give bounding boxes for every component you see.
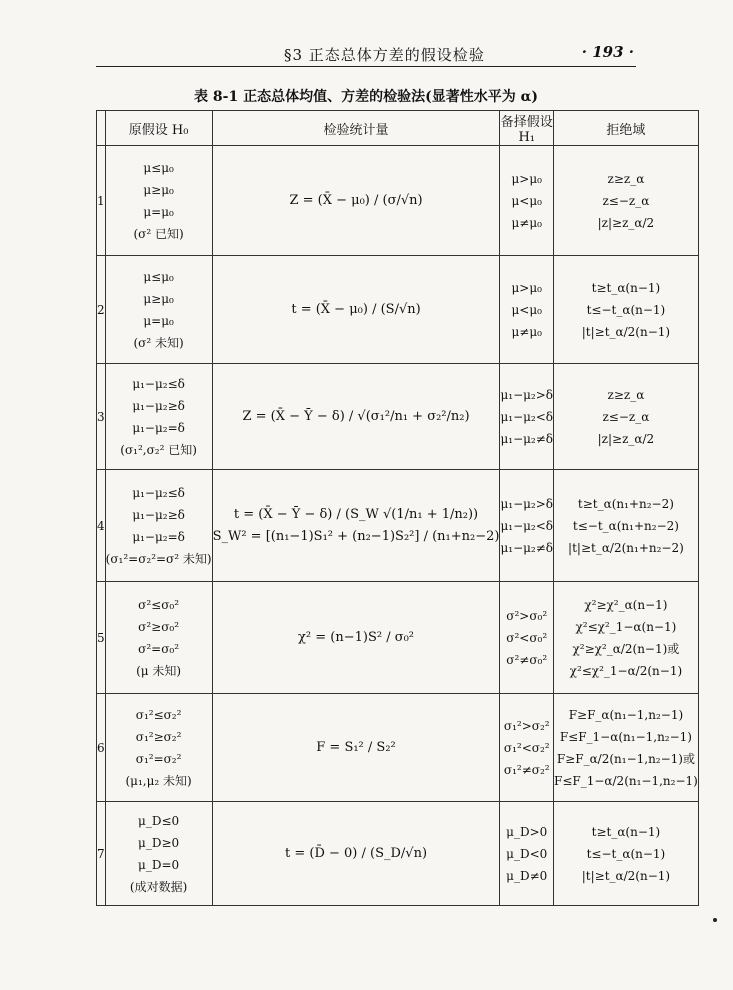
alternative-hypothesis-cell	[500, 694, 554, 802]
table-row	[97, 364, 699, 470]
column-header-null-hypothesis: 原假设 H₀	[105, 111, 212, 146]
test-statistic-cell-line: S_W² = [(n₁−1)S₁² + (n₂−1)S₂²] / (n₁+n₂−2)	[212, 528, 500, 544]
null-hypothesis-cell-line: (σ₁²=σ₂²=σ² 未知)	[105, 551, 212, 566]
table-header-row	[97, 111, 699, 146]
column-header-test-statistic: 检验统计量	[212, 111, 500, 146]
page-header	[96, 40, 636, 67]
rejection-region-cell-line: χ²≤χ²_1−α/2(n−1)	[569, 663, 683, 678]
null-hypothesis-cell-line: (σ² 已知)	[133, 226, 184, 241]
rejection-region-cell-line: χ²≥χ²_α/2(n−1)或	[572, 641, 680, 656]
table-row	[97, 582, 699, 694]
rejection-region-cell	[554, 256, 699, 364]
table-row	[97, 256, 699, 364]
rejection-region-cell-line: F≤F_1−α/2(n₁−1,n₂−1)	[554, 773, 698, 788]
alternative-hypothesis-cell-line: μ_D>0	[506, 824, 548, 839]
null-hypothesis-cell	[105, 146, 212, 256]
null-hypothesis-cell-line: (成对数据)	[129, 879, 188, 894]
test-statistic-cell	[212, 364, 500, 470]
null-hypothesis-cell-line: (μ₁,μ₂ 未知)	[125, 773, 192, 788]
null-hypothesis-cell-line: μ≥μ₀	[143, 182, 174, 197]
row-index: 1	[97, 146, 106, 256]
test-statistic-cell	[212, 694, 500, 802]
test-statistic-cell-line: t = (D̄ − 0) / (S_D/√n)	[284, 845, 428, 861]
alternative-hypothesis-cell-line: μ₁−μ₂<δ	[500, 409, 554, 424]
test-statistic-cell-line: Z = (X̄ − Ȳ − δ) / √(σ₁²/n₁ + σ₂²/n₂)	[242, 408, 470, 424]
null-hypothesis-cell-line: μ₁−μ₂=δ	[132, 529, 185, 544]
rejection-region-cell-line: |z|≥z_α/2	[597, 215, 655, 230]
table-row	[97, 694, 699, 802]
table-caption: 表 8-1 正态总体均值、方差的检验法(显著性水平为 α)	[194, 89, 538, 105]
alternative-hypothesis-cell-line: μ_D<0	[506, 846, 548, 861]
null-hypothesis-cell	[105, 364, 212, 470]
rejection-region-cell-line: F≥F_α(n₁−1,n₂−1)	[568, 707, 684, 722]
rejection-region-cell-line: F≤F_1−α(n₁−1,n₂−1)	[559, 729, 692, 744]
null-hypothesis-cell-line: σ₁²≥σ₂²	[135, 729, 182, 744]
rejection-region-cell	[554, 802, 699, 906]
rejection-region-cell-line: t≥t_α(n−1)	[591, 280, 661, 295]
table-row	[97, 146, 699, 256]
alternative-hypothesis-cell-line: μ₁−μ₂>δ	[500, 387, 554, 402]
rejection-region-cell-line: t≤−t_α(n₁+n₂−2)	[572, 518, 679, 533]
null-hypothesis-cell-line: μ₁−μ₂≥δ	[132, 398, 185, 413]
section-title: §3 正态总体方差的假设检验	[284, 46, 485, 64]
alternative-hypothesis-cell-line: σ²≠σ₀²	[506, 652, 548, 667]
rejection-region-cell-line: χ²≤χ²_1−α(n−1)	[575, 619, 677, 634]
null-hypothesis-cell-line: μ₁−μ₂=δ	[132, 420, 185, 435]
null-hypothesis-cell	[105, 802, 212, 906]
null-hypothesis-cell-line: μ=μ₀	[143, 204, 174, 219]
alternative-hypothesis-cell-line: μ>μ₀	[511, 171, 542, 186]
alternative-hypothesis-cell-line: μ<μ₀	[511, 302, 542, 317]
row-index: 7	[97, 802, 106, 906]
column-header-rejection-region: 拒绝域	[554, 111, 699, 146]
row-index: 6	[97, 694, 106, 802]
null-hypothesis-cell-line: (μ 未知)	[136, 663, 182, 678]
test-statistic-cell-line: t = (X̄ − μ₀) / (S/√n)	[291, 301, 421, 317]
alternative-hypothesis-cell	[500, 470, 554, 582]
rejection-region-cell-line: t≤−t_α(n−1)	[586, 846, 666, 861]
alternative-hypothesis-cell	[500, 582, 554, 694]
null-hypothesis-cell-line: μ_D≥0	[138, 835, 180, 850]
alternative-hypothesis-cell-line: μ≠μ₀	[511, 324, 542, 339]
rejection-region-cell-line: t≥t_α(n₁+n₂−2)	[577, 496, 674, 511]
rejection-region-cell-line: |t|≥t_α/2(n₁+n₂−2)	[568, 540, 684, 555]
rejection-region-cell-line: |t|≥t_α/2(n−1)	[581, 324, 671, 339]
table-row	[97, 470, 699, 582]
rejection-region-cell	[554, 694, 699, 802]
test-statistic-cell	[212, 802, 500, 906]
test-statistic-cell-line: χ² = (n−1)S² / σ₀²	[298, 629, 414, 645]
row-index: 4	[97, 470, 106, 582]
alternative-hypothesis-cell	[500, 364, 554, 470]
null-hypothesis-cell-line: μ≥μ₀	[143, 291, 174, 306]
alternative-hypothesis-cell	[500, 146, 554, 256]
rejection-region-cell-line: z≤−z_α	[602, 409, 650, 424]
test-statistic-cell-line: t = (X̄ − Ȳ − δ) / (S_W √(1/n₁ + 1/n₂))	[233, 506, 479, 522]
alternative-hypothesis-cell-line: σ₁²>σ₂²	[503, 718, 550, 733]
row-index: 2	[97, 256, 106, 364]
alternative-hypothesis-cell-line: σ²>σ₀²	[506, 608, 548, 623]
test-statistic-cell-line: F = S₁² / S₂²	[316, 739, 396, 755]
alternative-hypothesis-cell-line: μ_D≠0	[506, 868, 548, 883]
test-statistic-cell	[212, 146, 500, 256]
row-index: 5	[97, 582, 106, 694]
alternative-hypothesis-cell-line: μ>μ₀	[511, 280, 542, 295]
null-hypothesis-cell	[105, 694, 212, 802]
column-header-alternative-hypothesis: 备择假设 H₁	[500, 111, 554, 146]
null-hypothesis-cell-line: σ²≥σ₀²	[138, 619, 180, 634]
rejection-region-cell	[554, 470, 699, 582]
null-hypothesis-cell-line: μ₁−μ₂≤δ	[132, 485, 185, 500]
rejection-region-cell-line: z≥z_α	[607, 387, 645, 402]
null-hypothesis-cell	[105, 470, 212, 582]
page-number: · 193 ·	[581, 43, 634, 61]
rejection-region-cell-line: t≥t_α(n−1)	[591, 824, 661, 839]
alternative-hypothesis-cell	[500, 802, 554, 906]
alternative-hypothesis-cell-line: μ₁−μ₂≠δ	[500, 540, 554, 555]
null-hypothesis-cell-line: σ²=σ₀²	[138, 641, 180, 656]
null-hypothesis-cell	[105, 582, 212, 694]
alternative-hypothesis-cell-line: μ≠μ₀	[511, 215, 542, 230]
null-hypothesis-cell-line: μ₁−μ₂≤δ	[132, 376, 185, 391]
null-hypothesis-cell-line: μ_D≤0	[138, 813, 180, 828]
alternative-hypothesis-cell	[500, 256, 554, 364]
rejection-region-cell-line: |t|≥t_α/2(n−1)	[581, 868, 671, 883]
null-hypothesis-cell-line: (σ² 未知)	[133, 335, 184, 350]
footer-dot	[713, 918, 717, 922]
alternative-hypothesis-cell-line: μ₁−μ₂≠δ	[500, 431, 554, 446]
rejection-region-cell-line: z≤−z_α	[602, 193, 650, 208]
test-statistic-cell	[212, 470, 500, 582]
rejection-region-cell	[554, 364, 699, 470]
row-index: 3	[97, 364, 106, 470]
rejection-region-cell-line: F≥F_α/2(n₁−1,n₂−1)或	[556, 751, 695, 766]
alternative-hypothesis-cell-line: σ²<σ₀²	[506, 630, 548, 645]
test-statistic-cell-line: Z = (X̄ − μ₀) / (σ/√n)	[289, 192, 423, 208]
table-row	[97, 802, 699, 906]
test-statistic-cell	[212, 582, 500, 694]
rejection-region-cell-line: |z|≥z_α/2	[597, 431, 655, 446]
rejection-region-cell-line: χ²≥χ²_α(n−1)	[584, 597, 668, 612]
null-hypothesis-cell-line: σ²≤σ₀²	[138, 597, 180, 612]
null-hypothesis-cell-line: μ≤μ₀	[143, 269, 174, 284]
rejection-region-cell	[554, 582, 699, 694]
rejection-region-cell-line: t≤−t_α(n−1)	[586, 302, 666, 317]
alternative-hypothesis-cell-line: μ₁−μ₂<δ	[500, 518, 554, 533]
alternative-hypothesis-cell-line: μ<μ₀	[511, 193, 542, 208]
null-hypothesis-cell	[105, 256, 212, 364]
null-hypothesis-cell-line: σ₁²≤σ₂²	[135, 707, 182, 722]
rejection-region-cell-line: z≥z_α	[607, 171, 645, 186]
null-hypothesis-cell-line: (σ₁²,σ₂² 已知)	[120, 442, 197, 457]
rejection-region-cell	[554, 146, 699, 256]
column-header-index	[97, 111, 106, 146]
alternative-hypothesis-cell-line: σ₁²<σ₂²	[503, 740, 550, 755]
null-hypothesis-cell-line: μ=μ₀	[143, 313, 174, 328]
alternative-hypothesis-cell-line: σ₁²≠σ₂²	[503, 762, 550, 777]
null-hypothesis-cell-line: μ₁−μ₂≥δ	[132, 507, 185, 522]
alternative-hypothesis-cell-line: μ₁−μ₂>δ	[500, 496, 554, 511]
test-statistic-cell	[212, 256, 500, 364]
hypothesis-test-table	[96, 110, 699, 906]
null-hypothesis-cell-line: σ₁²=σ₂²	[135, 751, 182, 766]
null-hypothesis-cell-line: μ_D=0	[138, 857, 180, 872]
null-hypothesis-cell-line: μ≤μ₀	[143, 160, 174, 175]
